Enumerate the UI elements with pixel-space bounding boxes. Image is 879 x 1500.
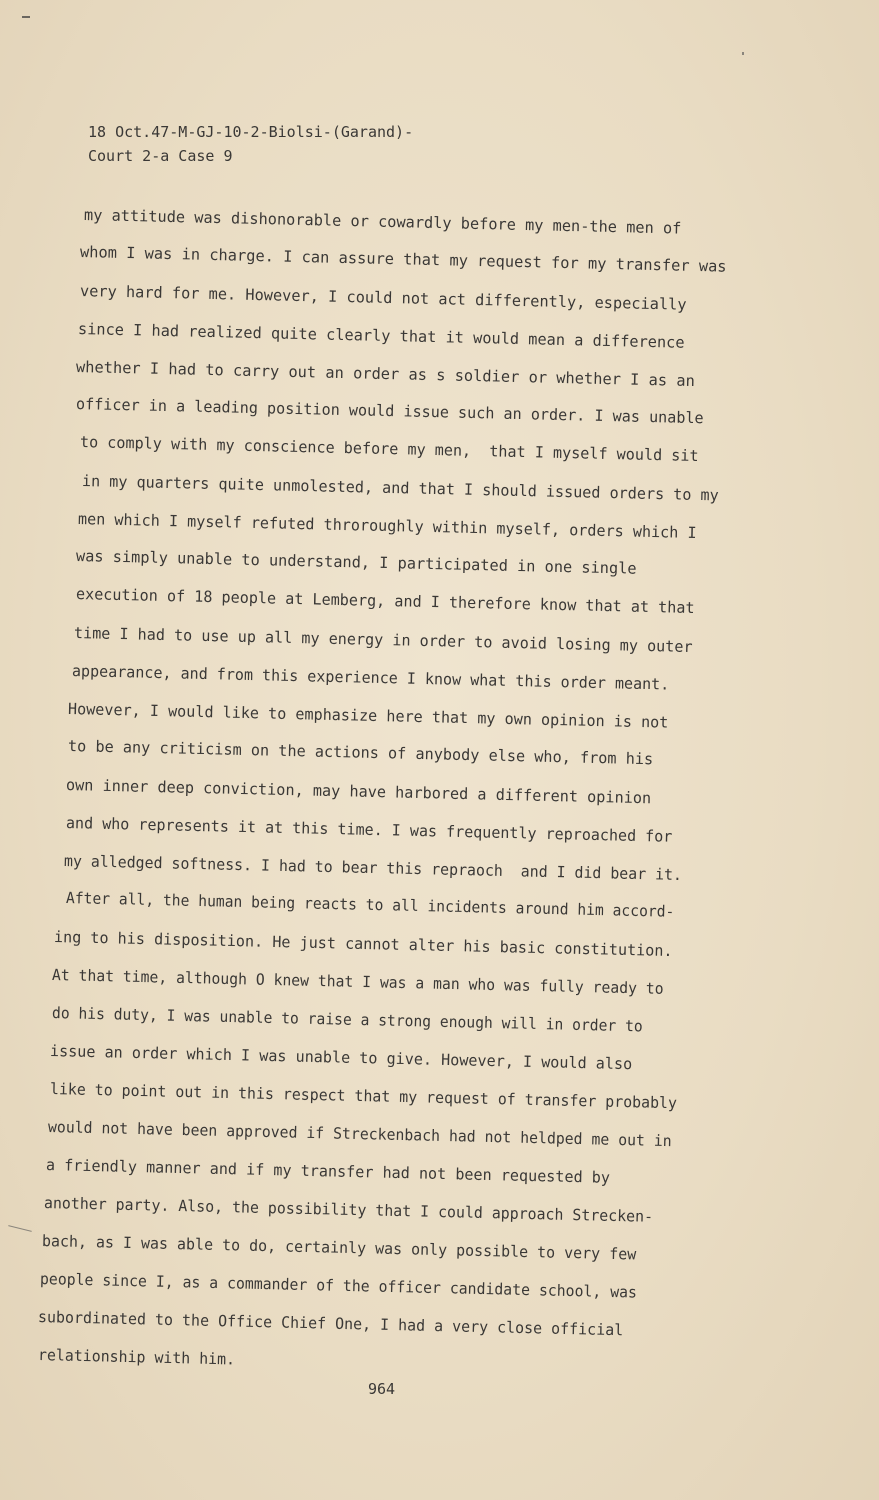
body-line: own inner deep conviction, may have harbored a different opinion [65, 776, 652, 808]
body-line: people since I, as a commander of the officer candidate school, was [39, 1270, 638, 1302]
body-line: to comply with my conscience before my men, that I myself would sit [79, 433, 699, 466]
body-line: However, I would like to emphasize here that my own opinion is not [67, 700, 669, 732]
body-line: ing to his disposition. He just cannot alter his basic constitution. [53, 928, 673, 961]
body-line: very hard for me. However, I could not act differently, especially [79, 282, 687, 314]
header-court-case: Court 2-a Case 9 [88, 147, 233, 165]
body-line: time I had to use up all my energy in order to avoid losing my outer [73, 624, 693, 657]
body-line: issue an order which I was unable to give. However, I would also [49, 1042, 633, 1074]
body-line: bach, as I was able to do, certainly was only possible to very few [41, 1232, 637, 1264]
body-line: another party. Also, the possibility that I could approach Strecken- [43, 1194, 654, 1226]
body-line: relationship with him. [37, 1346, 236, 1369]
body-line: like to point out in this respect that my request of transfer probably [49, 1080, 678, 1113]
body-line: since I had realized quite clearly that it would mean a difference [77, 320, 685, 352]
body-line: do his duty, I was unable to raise a strong enough will in order to [51, 1004, 643, 1036]
body-line: my attitude was dishonorable or cowardly before my men-the men of [83, 206, 682, 238]
body-line: was simply unable to understand, I participated in one single [75, 547, 637, 578]
body-line: officer in a leading position would issue such an order. I was unable [75, 395, 704, 428]
body-line: would not have been approved if Streckenbach had not heldped me out in [47, 1118, 672, 1151]
body-line: a friendly manner and if my transfer had not been requested by [45, 1156, 611, 1187]
body-line: my alledged softness. I had to bear this repraoch and I did bear it. [63, 852, 683, 885]
page-number: 964 [368, 1380, 396, 1398]
body-line: execution of 18 people at Lemberg, and I therefore know that at that [75, 585, 695, 618]
body-line: men which I myself refuted throroughly within myself, orders which I [77, 510, 697, 543]
body-line: appearance, and from this experience I know what this order meant. [71, 662, 670, 694]
header-reference: 18 Oct.47-M-GJ-10-2-Biolsi-(Garand)- [88, 123, 414, 141]
body-line: in my quarters quite unmolested, and that I should issued orders to my [81, 472, 719, 505]
body-line: to be any criticism on the actions of anybody else who, from his [67, 737, 654, 769]
body-line: At that time, although O knew that I was a man who was fully ready to [51, 966, 664, 998]
body-line: whether I had to carry out an order as s soldier or whether I as an [75, 358, 696, 391]
body-line: After all, the human being reacts to all incidents around him accord- [65, 889, 675, 921]
body-line: and who represents it at this time. I was frequently reproached for [65, 814, 673, 846]
body-line: whom I was in charge. I can assure that my request for my transfer was [79, 243, 727, 276]
body-line: subordinated to the Office Chief One, I had a very close official [37, 1308, 624, 1340]
